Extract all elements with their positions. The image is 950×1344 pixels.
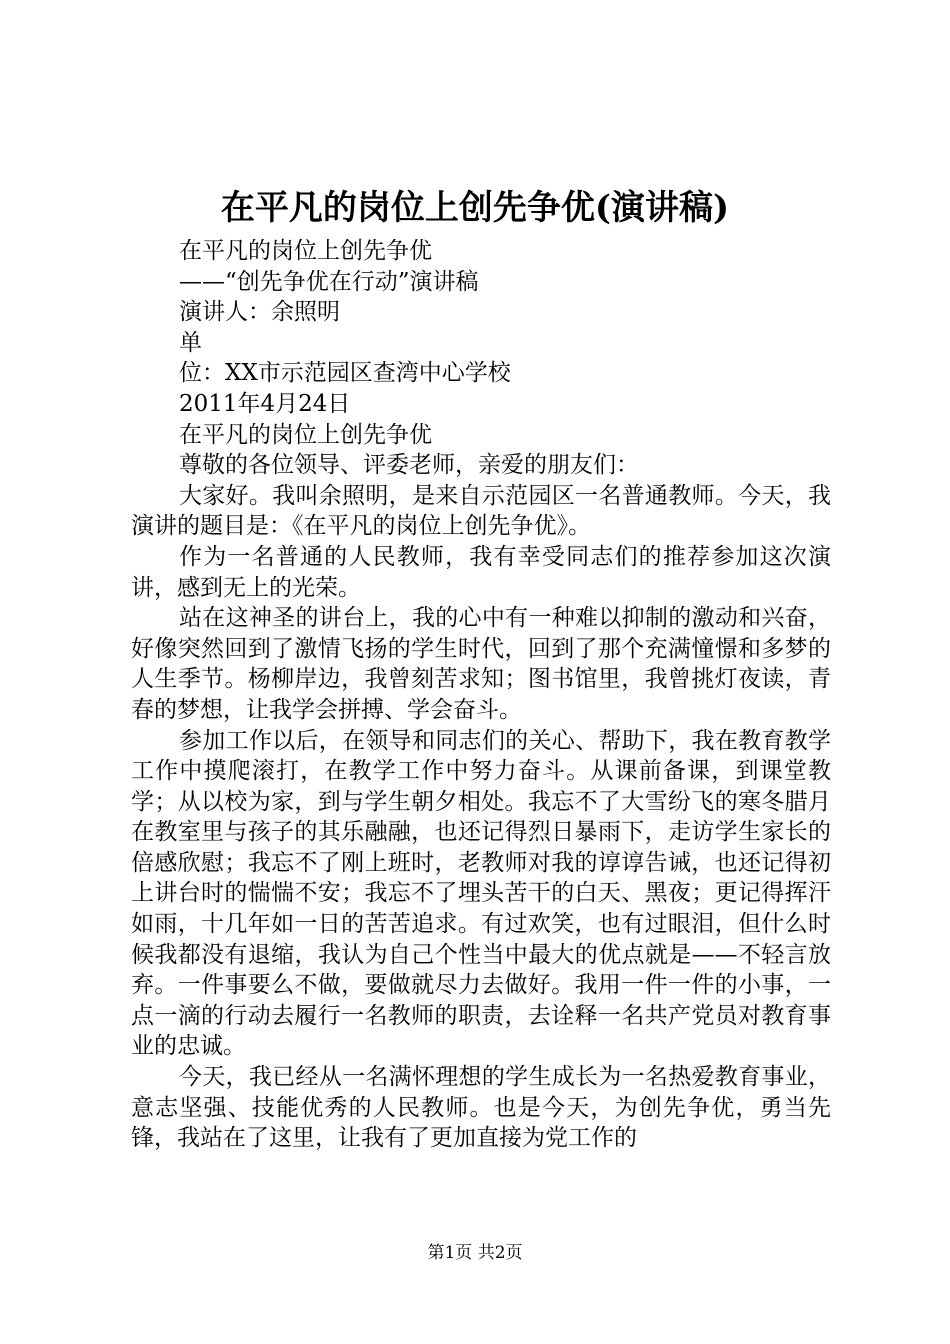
- document-body: [131, 236, 831, 1154]
- subtitle-line: 在平凡的岗位上创先争优: [179, 238, 432, 264]
- paragraph-intro: 大家好。我叫余照明，是来自示范园区一名普通教师。今天，我演讲的题目是：《在平凡的岗位上创先争优》。: [131, 482, 831, 540]
- paragraph-today: 今天，我已经从一名满怀理想的学生成长为一名热爱教育事业，意志坚强、技能优秀的人民教师。也是今天，为创先争优，勇当先锋，我站在了这里，让我有了更加直接为党工作的: [131, 1064, 831, 1152]
- repeat-title-line: 在平凡的岗位上创先争优: [179, 421, 432, 448]
- greeting-line: 尊敬的各位领导、评委老师，亲爱的朋友们：: [179, 452, 639, 479]
- paragraph-honor: 作为一名普通的人民教师，我有幸受同志们的推荐参加这次演讲，感到无上的光荣。: [131, 543, 831, 601]
- paragraph-podium: 站在这神圣的讲台上，我的心中有一种难以抑制的激动和兴奋，好像突然回到了激情飞扬的学生时代，回到了那个充满憧憬和多梦的人生季节。杨柳岸边，我曾刻苦求知；图书馆里，我曾挑灯夜读，青春的梦想，让我学会拼搏、学会奋斗。: [131, 605, 831, 723]
- paragraph-work: 参加工作以后，在领导和同志们的关心、帮助下，我在教育教学工作中摸爬滚打，在教学工作中努力奋斗。从课前备课，到课堂教学；从以校为家，到与学生朝夕相处。我忘不了大雪纷飞的寒冬腊月在教室里与孩子的其乐融融，也还记得烈日暴雨下，走访学生家长的倍感欣慰；我忘不了刚上班时，老教师对我的谆谆告诫，也还记得初上讲台时的惴惴不安；我忘不了埋头苦干的白天、黑夜；更记得挥汗如雨，十几年如一日的苦苦追求。有过欢笑，也有过眼泪，但什么时候我都没有退缩，我认为自己个性当中最大的优点就是——不轻言放弃。一件事要么不做，要做就尽力去做好。我用一件一件的小事，一点一滴的行动去履行一名教师的职责，去诠释一名共产党员对教育事业的忠诚。: [131, 727, 831, 1060]
- unit-label-line: 单: [179, 329, 202, 356]
- document-title: 在平凡的岗位上创先争优(演讲稿): [220, 188, 730, 228]
- speaker-line: 演讲人：余照明: [179, 299, 340, 326]
- date-line: 2011年4月24日: [179, 390, 351, 417]
- speech-theme-line: ——“创先争优在行动”演讲稿: [179, 268, 479, 295]
- page-footer: 第1页 共2页: [427, 1243, 523, 1263]
- unit-line: 位：XX市示范园区查湾中心学校: [179, 360, 511, 387]
